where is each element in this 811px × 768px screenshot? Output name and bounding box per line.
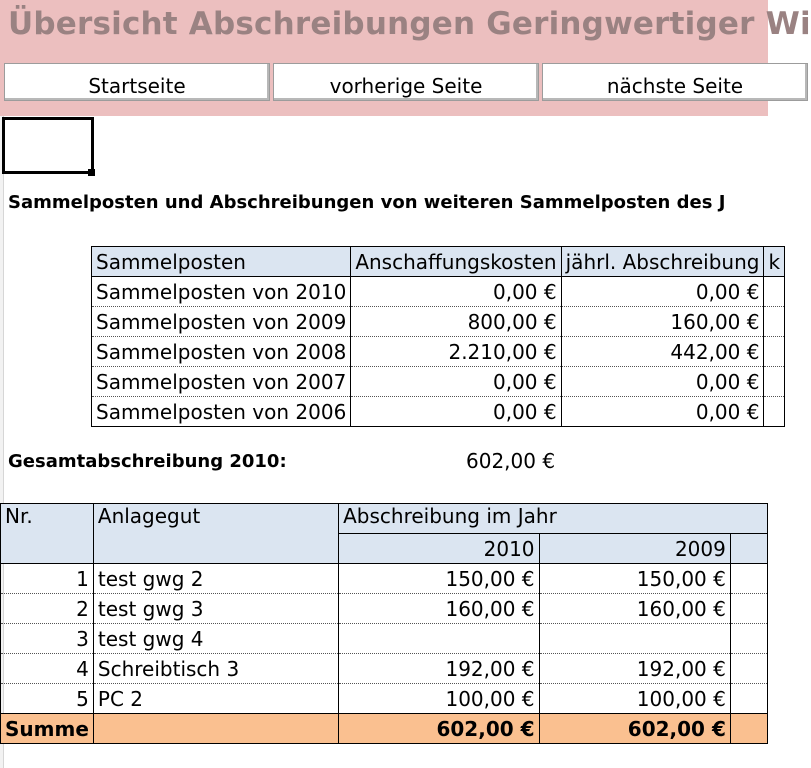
home-button[interactable]: Startseite — [4, 63, 270, 101]
cell-name[interactable]: Sammelposten von 2006 — [92, 397, 351, 427]
page-title: Übersicht Abschreibungen Geringwertiger Wi — [8, 6, 811, 42]
header-cut[interactable]: k — [764, 247, 785, 277]
cell-asset[interactable]: Schreibtisch 3 — [93, 654, 338, 684]
table-row — [1, 684, 768, 714]
table-row — [1, 594, 768, 624]
cell-extra[interactable] — [730, 654, 767, 684]
asset-table — [0, 503, 768, 744]
cell-nr[interactable]: 2 — [1, 594, 94, 624]
cell-name[interactable]: Sammelposten von 2008 — [92, 337, 351, 367]
table-row — [92, 397, 785, 427]
cell-name[interactable]: Sammelposten von 2010 — [92, 277, 351, 307]
cell-nr[interactable]: 4 — [1, 654, 94, 684]
selected-cell[interactable] — [2, 117, 94, 174]
header-anlagegut[interactable]: Anlagegut — [93, 504, 338, 564]
header-anschaffungskosten[interactable]: Anschaffungskosten — [351, 247, 561, 277]
cell-extra[interactable] — [764, 307, 785, 337]
table-row — [1, 624, 768, 654]
cell-2009[interactable]: 160,00 € — [539, 594, 730, 624]
cell-nr[interactable]: 5 — [1, 684, 94, 714]
section-heading: Sammelposten und Abschreibungen von weiteren Sammelposten des J — [8, 192, 726, 213]
cell-kosten[interactable]: 0,00 € — [351, 367, 561, 397]
header-year-cut[interactable] — [730, 534, 767, 564]
sum-2009[interactable]: 602,00 € — [539, 714, 730, 744]
cell-2010[interactable]: 100,00 € — [339, 684, 539, 714]
cell-abschreibung[interactable]: 0,00 € — [561, 397, 764, 427]
cell-2009[interactable]: 150,00 € — [539, 564, 730, 594]
cell-extra[interactable] — [764, 277, 785, 307]
table-row — [92, 277, 785, 307]
cell-asset[interactable]: test gwg 4 — [93, 624, 338, 654]
cell-nr[interactable]: 3 — [1, 624, 94, 654]
cell-2010[interactable]: 192,00 € — [339, 654, 539, 684]
cell-extra[interactable] — [730, 684, 767, 714]
cell-2009[interactable] — [539, 624, 730, 654]
header-abschreibung[interactable]: jährl. Abschreibung — [561, 247, 764, 277]
cell-kosten[interactable]: 2.210,00 € — [351, 337, 561, 367]
table-row — [1, 564, 768, 594]
sum-row — [1, 714, 768, 744]
cell-2009[interactable]: 192,00 € — [539, 654, 730, 684]
total-label: Gesamtabschreibung 2010: — [8, 451, 287, 472]
cell-abschreibung[interactable]: 0,00 € — [561, 367, 764, 397]
cell-abschreibung[interactable]: 442,00 € — [561, 337, 764, 367]
cell-asset[interactable]: test gwg 3 — [93, 594, 338, 624]
cell-abschreibung[interactable]: 0,00 € — [561, 277, 764, 307]
cell-nr[interactable]: 1 — [1, 564, 94, 594]
cell-abschreibung[interactable]: 160,00 € — [561, 307, 764, 337]
total-value[interactable]: 602,00 € — [466, 449, 556, 473]
cell-asset[interactable]: PC 2 — [93, 684, 338, 714]
next-page-button[interactable]: nächste Seite — [542, 63, 808, 101]
table-header-row — [1, 504, 768, 534]
cell-extra[interactable] — [764, 397, 785, 427]
table-row — [92, 337, 785, 367]
previous-page-button[interactable]: vorherige Seite — [273, 63, 539, 101]
cell-kosten[interactable]: 0,00 € — [351, 397, 561, 427]
table-row — [1, 654, 768, 684]
table-header-row — [92, 247, 785, 277]
sum-extra[interactable] — [730, 714, 767, 744]
header-year-2009[interactable]: 2009 — [539, 534, 730, 564]
cell-2010[interactable] — [339, 624, 539, 654]
cell-extra[interactable] — [764, 367, 785, 397]
cell-extra[interactable] — [730, 594, 767, 624]
cell-kosten[interactable]: 800,00 € — [351, 307, 561, 337]
header-abschreibung-im-jahr[interactable]: Abschreibung im Jahr — [339, 504, 768, 534]
cell-extra[interactable] — [730, 564, 767, 594]
cell-name[interactable]: Sammelposten von 2009 — [92, 307, 351, 337]
cell-extra[interactable] — [764, 337, 785, 367]
cell-name[interactable]: Sammelposten von 2007 — [92, 367, 351, 397]
cell-2010[interactable]: 160,00 € — [339, 594, 539, 624]
sammelposten-table — [91, 246, 785, 427]
cell-kosten[interactable]: 0,00 € — [351, 277, 561, 307]
sum-empty[interactable] — [93, 714, 338, 744]
cell-2010[interactable]: 150,00 € — [339, 564, 539, 594]
header-nr[interactable]: Nr. — [1, 504, 94, 564]
table-row — [92, 367, 785, 397]
cell-extra[interactable] — [730, 624, 767, 654]
table-row — [92, 307, 785, 337]
cell-asset[interactable]: test gwg 2 — [93, 564, 338, 594]
header-sammelposten[interactable]: Sammelposten — [92, 247, 351, 277]
cell-2009[interactable]: 100,00 € — [539, 684, 730, 714]
fill-handle[interactable] — [88, 169, 95, 176]
sum-2010[interactable]: 602,00 € — [339, 714, 539, 744]
sum-label[interactable]: Summe — [1, 714, 94, 744]
header-year-2010[interactable]: 2010 — [339, 534, 539, 564]
